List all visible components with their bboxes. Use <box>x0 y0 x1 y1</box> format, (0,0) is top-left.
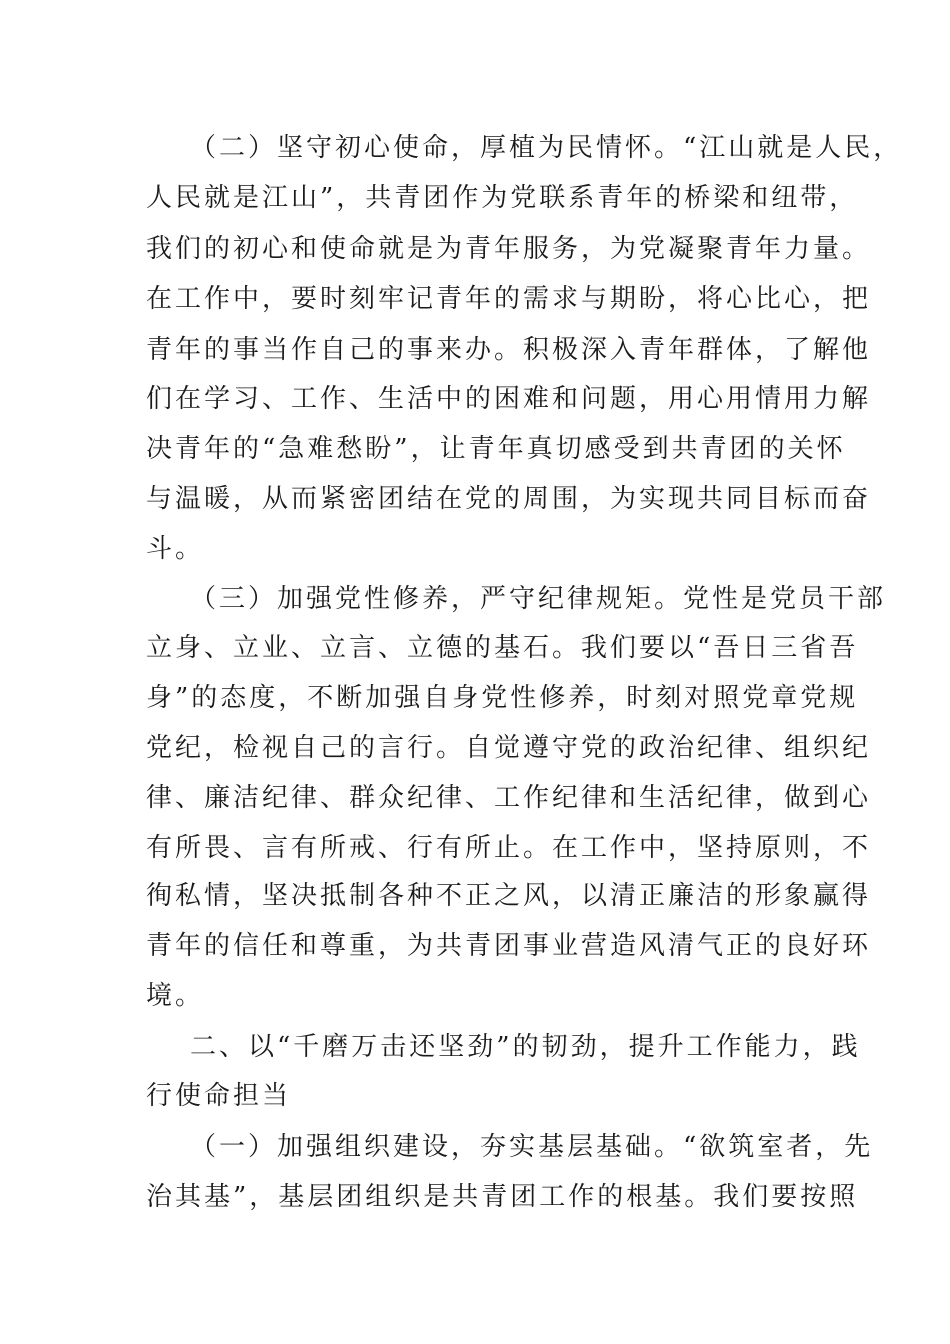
paragraph-3-line-2: 立身、立业、立言、立德的基石。我们要以“吾日三省吾 <box>146 633 859 663</box>
paragraph-4-line-1: （一）加强组织建设，夯实基层基础。“欲筑室者，先 <box>190 1132 874 1162</box>
paragraph-2-line-3: 我们的初心和使命就是为青年服务，为党凝聚青年力量。 <box>146 234 872 264</box>
section-heading-line-1: 二、以“千磨万击还坚劲”的韧劲，提升工作能力，践 <box>190 1032 861 1062</box>
paragraph-2-line-5: 青年的事当作自己的事来办。积极深入青年群体，了解他 <box>146 335 872 365</box>
paragraph-3-line-5: 律、廉洁纪律、群众纪律、工作纪律和生活纪律，做到心 <box>146 783 872 813</box>
paragraph-3-line-1: （三）加强党性修养，严守纪律规矩。党性是党员干部 <box>190 584 887 614</box>
paragraph-2-line-4: 在工作中，要时刻牢记青年的需求与期盼，将心比心，把 <box>146 284 872 314</box>
paragraph-2-line-1: （二）坚守初心使命，厚植为民情怀。“江山就是人民， <box>190 133 903 163</box>
paragraph-3-line-7: 徇私情，坚决抵制各种不正之风，以清正廉洁的形象赢得 <box>146 881 872 911</box>
paragraph-2-line-7: 决青年的“急难愁盼”，让青年真切感受到共青团的关怀 <box>146 434 846 464</box>
paragraph-3-line-9: 境。 <box>146 981 205 1011</box>
paragraph-2-line-9: 斗。 <box>146 534 205 564</box>
paragraph-2-line-8: 与温暖，从而紧密团结在党的周围，为实现共同目标而奋 <box>146 484 872 514</box>
paragraph-3-line-4: 党纪，检视自己的言行。自觉遵守党的政治纪律、组织纪 <box>146 733 872 763</box>
paragraph-4-line-2: 治其基”，基层团组织是共青团工作的根基。我们要按照 <box>146 1182 859 1212</box>
paragraph-2-line-6: 们在学习、工作、生活中的困难和问题，用心用情用力解 <box>146 384 872 414</box>
paragraph-3-line-6: 有所畏、言有所戒、行有所止。在工作中，坚持原则，不 <box>146 833 872 863</box>
paragraph-3-line-3: 身”的态度，不断加强自身党性修养，时刻对照党章党规 <box>146 683 859 713</box>
paragraph-3-line-8: 青年的信任和尊重，为共青团事业营造风清气正的良好环 <box>146 931 872 961</box>
section-heading-line-2: 行使命担当 <box>146 1081 292 1111</box>
paragraph-2-line-2: 人民就是江山”，共青团作为党联系青年的桥梁和纽带， <box>146 183 859 213</box>
